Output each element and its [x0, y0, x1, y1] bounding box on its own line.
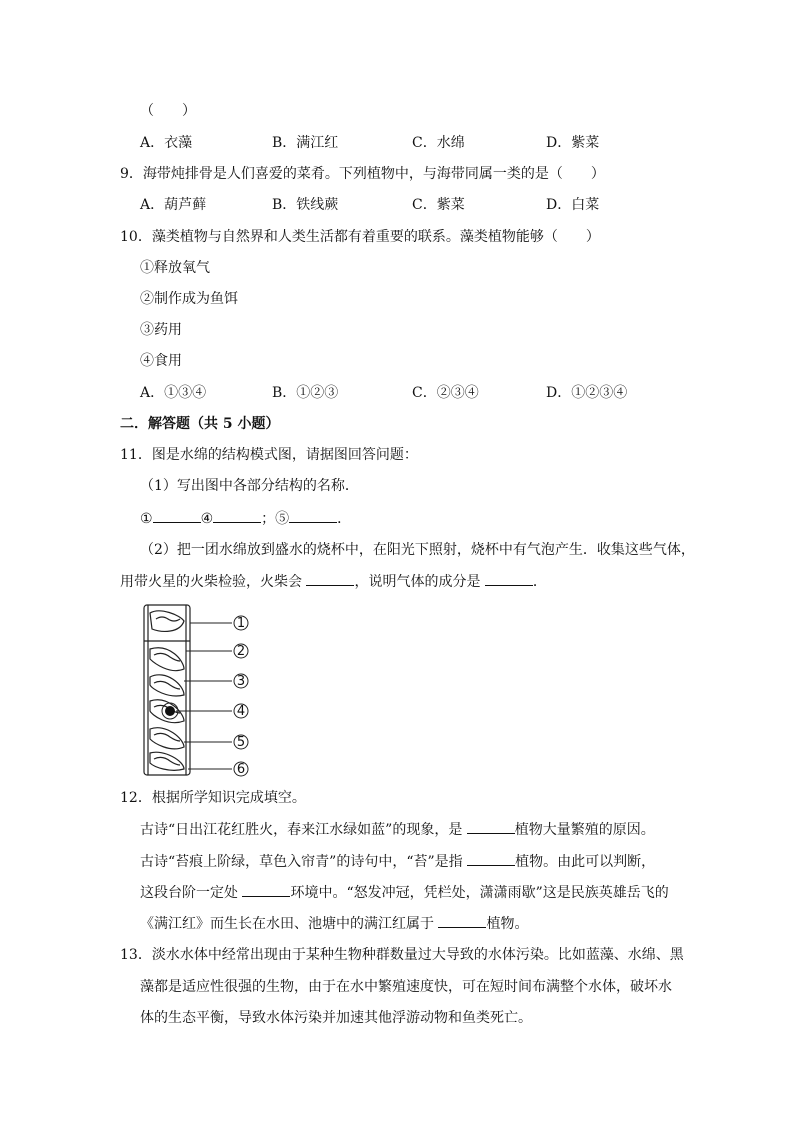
q9-option-b: B．铁线蕨 — [272, 197, 339, 213]
q12-line4-text-b: 植物。 — [486, 916, 529, 932]
q11-label-5: ⑤ — [275, 511, 290, 527]
q10-item-1: ①释放氧气 — [140, 260, 210, 276]
q8-option-c: C．水绵 — [412, 135, 465, 151]
q13-line2: 藻都是适应性很强的生物，由于在水中繁殖速度快，可在短时间布满整个水体，破坏水 — [140, 979, 672, 995]
q11-separator: ； — [261, 511, 276, 527]
q10-option-b: B．①②③ — [272, 385, 339, 401]
figure-label-2: 2 — [236, 644, 246, 659]
q11-blank-1[interactable] — [153, 508, 201, 523]
q9-stem: 9．海带炖排骨是人们喜爱的菜肴。下列植物中，与海带同属一类的是（ ） — [120, 166, 605, 182]
q11-part2-text-c: ． — [532, 574, 547, 590]
q13-line3: 体的生态平衡，导致水体污染并加速其他浮游动物和鱼类死亡。 — [140, 1010, 532, 1026]
q11-part1: （1）写出图中各部分结构的名称． — [140, 478, 359, 494]
q12-line1 — [140, 819, 655, 840]
spirogyra-structure-figure — [140, 603, 260, 778]
q10-item-2: ②制作成为鱼饵 — [140, 291, 238, 307]
q12-stem: 12．根据所学知识完成填空。 — [120, 790, 306, 806]
q12-line4 — [140, 913, 528, 934]
q12-blank-4[interactable] — [438, 913, 486, 928]
q10-option-d: D．①②③④ — [546, 385, 628, 401]
q11-stem: 11．图是水绵的结构模式图，请据图回答问题： — [120, 447, 418, 463]
q11-label-1: ① — [140, 511, 153, 527]
q12-blank-1[interactable] — [467, 819, 515, 834]
q12-line4-text-a: 《满江红》而生长在水田、池塘中的满江红属于 — [140, 916, 434, 932]
q11-blank-4[interactable] — [213, 508, 261, 523]
figure-label-3: 3 — [236, 674, 246, 689]
q12-line2-text-b: 植物。由此可以判断， — [515, 854, 656, 870]
figure-label-1: 1 — [236, 616, 246, 631]
q12-line1-text-b: 植物大量繁殖的原因。 — [514, 822, 655, 838]
figure-label-5: 5 — [236, 735, 246, 750]
q12-line1-text-a: 古诗“日出江花红胜火，春来江水绿如蓝”的现象，是 — [140, 822, 463, 838]
q8-option-b: B．满江红 — [272, 135, 339, 151]
q9-option-c: C．紫菜 — [412, 197, 465, 213]
q10-option-c: C．②③④ — [412, 385, 479, 401]
q12-line2-text-a: 古诗“苔痕上阶绿，草色入帘青”的诗句中，“苔”是指 — [140, 854, 463, 870]
figure-label-4: 4 — [236, 704, 246, 719]
q11-part2-text-b: ，说明气体的成分是 — [354, 574, 481, 590]
q12-line3-text-a: 这段台阶一定处 — [140, 885, 238, 901]
q12-blank-3[interactable] — [242, 882, 290, 897]
q10-item-3: ③药用 — [140, 322, 182, 338]
q11-blanks-line — [140, 508, 351, 529]
q10-option-a: A．①③④ — [140, 385, 207, 401]
q13-line1: 13．淡水水体中经常出现由于某种生物种群数量过大导致的水体污染。比如蓝藻、水绵、黑 — [120, 947, 684, 963]
q12-blank-2[interactable] — [467, 851, 515, 866]
q11-blank-5[interactable] — [289, 508, 337, 523]
q11-blank-match[interactable] — [306, 571, 354, 586]
q11-label-4: ④ — [200, 511, 214, 527]
section-title: 二．解答题（共 5 小题） — [120, 416, 280, 432]
q9-option-a: A．葫芦藓 — [140, 197, 207, 213]
q10-item-4: ④食用 — [140, 353, 182, 369]
q11-dot: ． — [337, 511, 352, 527]
q11-part2-line1: （2）把一团水绵放到盛水的烧杯中，在阳光下照射，烧杯中有气泡产生．收集这些气体， — [140, 542, 695, 558]
q11-part2-line2 — [120, 571, 547, 592]
q12-line3 — [140, 882, 669, 903]
q8-option-a: A．衣藻 — [140, 135, 193, 151]
q8-option-d: D．紫菜 — [546, 135, 600, 151]
q8-paren: （ ） — [140, 103, 196, 119]
q12-line2 — [140, 851, 655, 872]
q10-stem: 10．藻类植物与自然界和人类生活都有着重要的联系。藻类植物能够（ ） — [120, 229, 600, 245]
q12-line3-text-b: 环境中。“怒发冲冠，凭栏处，潇潇雨歇”这是民族英雄岳飞的 — [290, 885, 669, 901]
q9-option-d: D．白菜 — [546, 197, 600, 213]
q11-blank-gas[interactable] — [485, 571, 533, 586]
figure-label-6: 6 — [236, 762, 246, 777]
q11-part2-text-a: 用带火星的火柴检验，火柴会 — [120, 574, 302, 590]
